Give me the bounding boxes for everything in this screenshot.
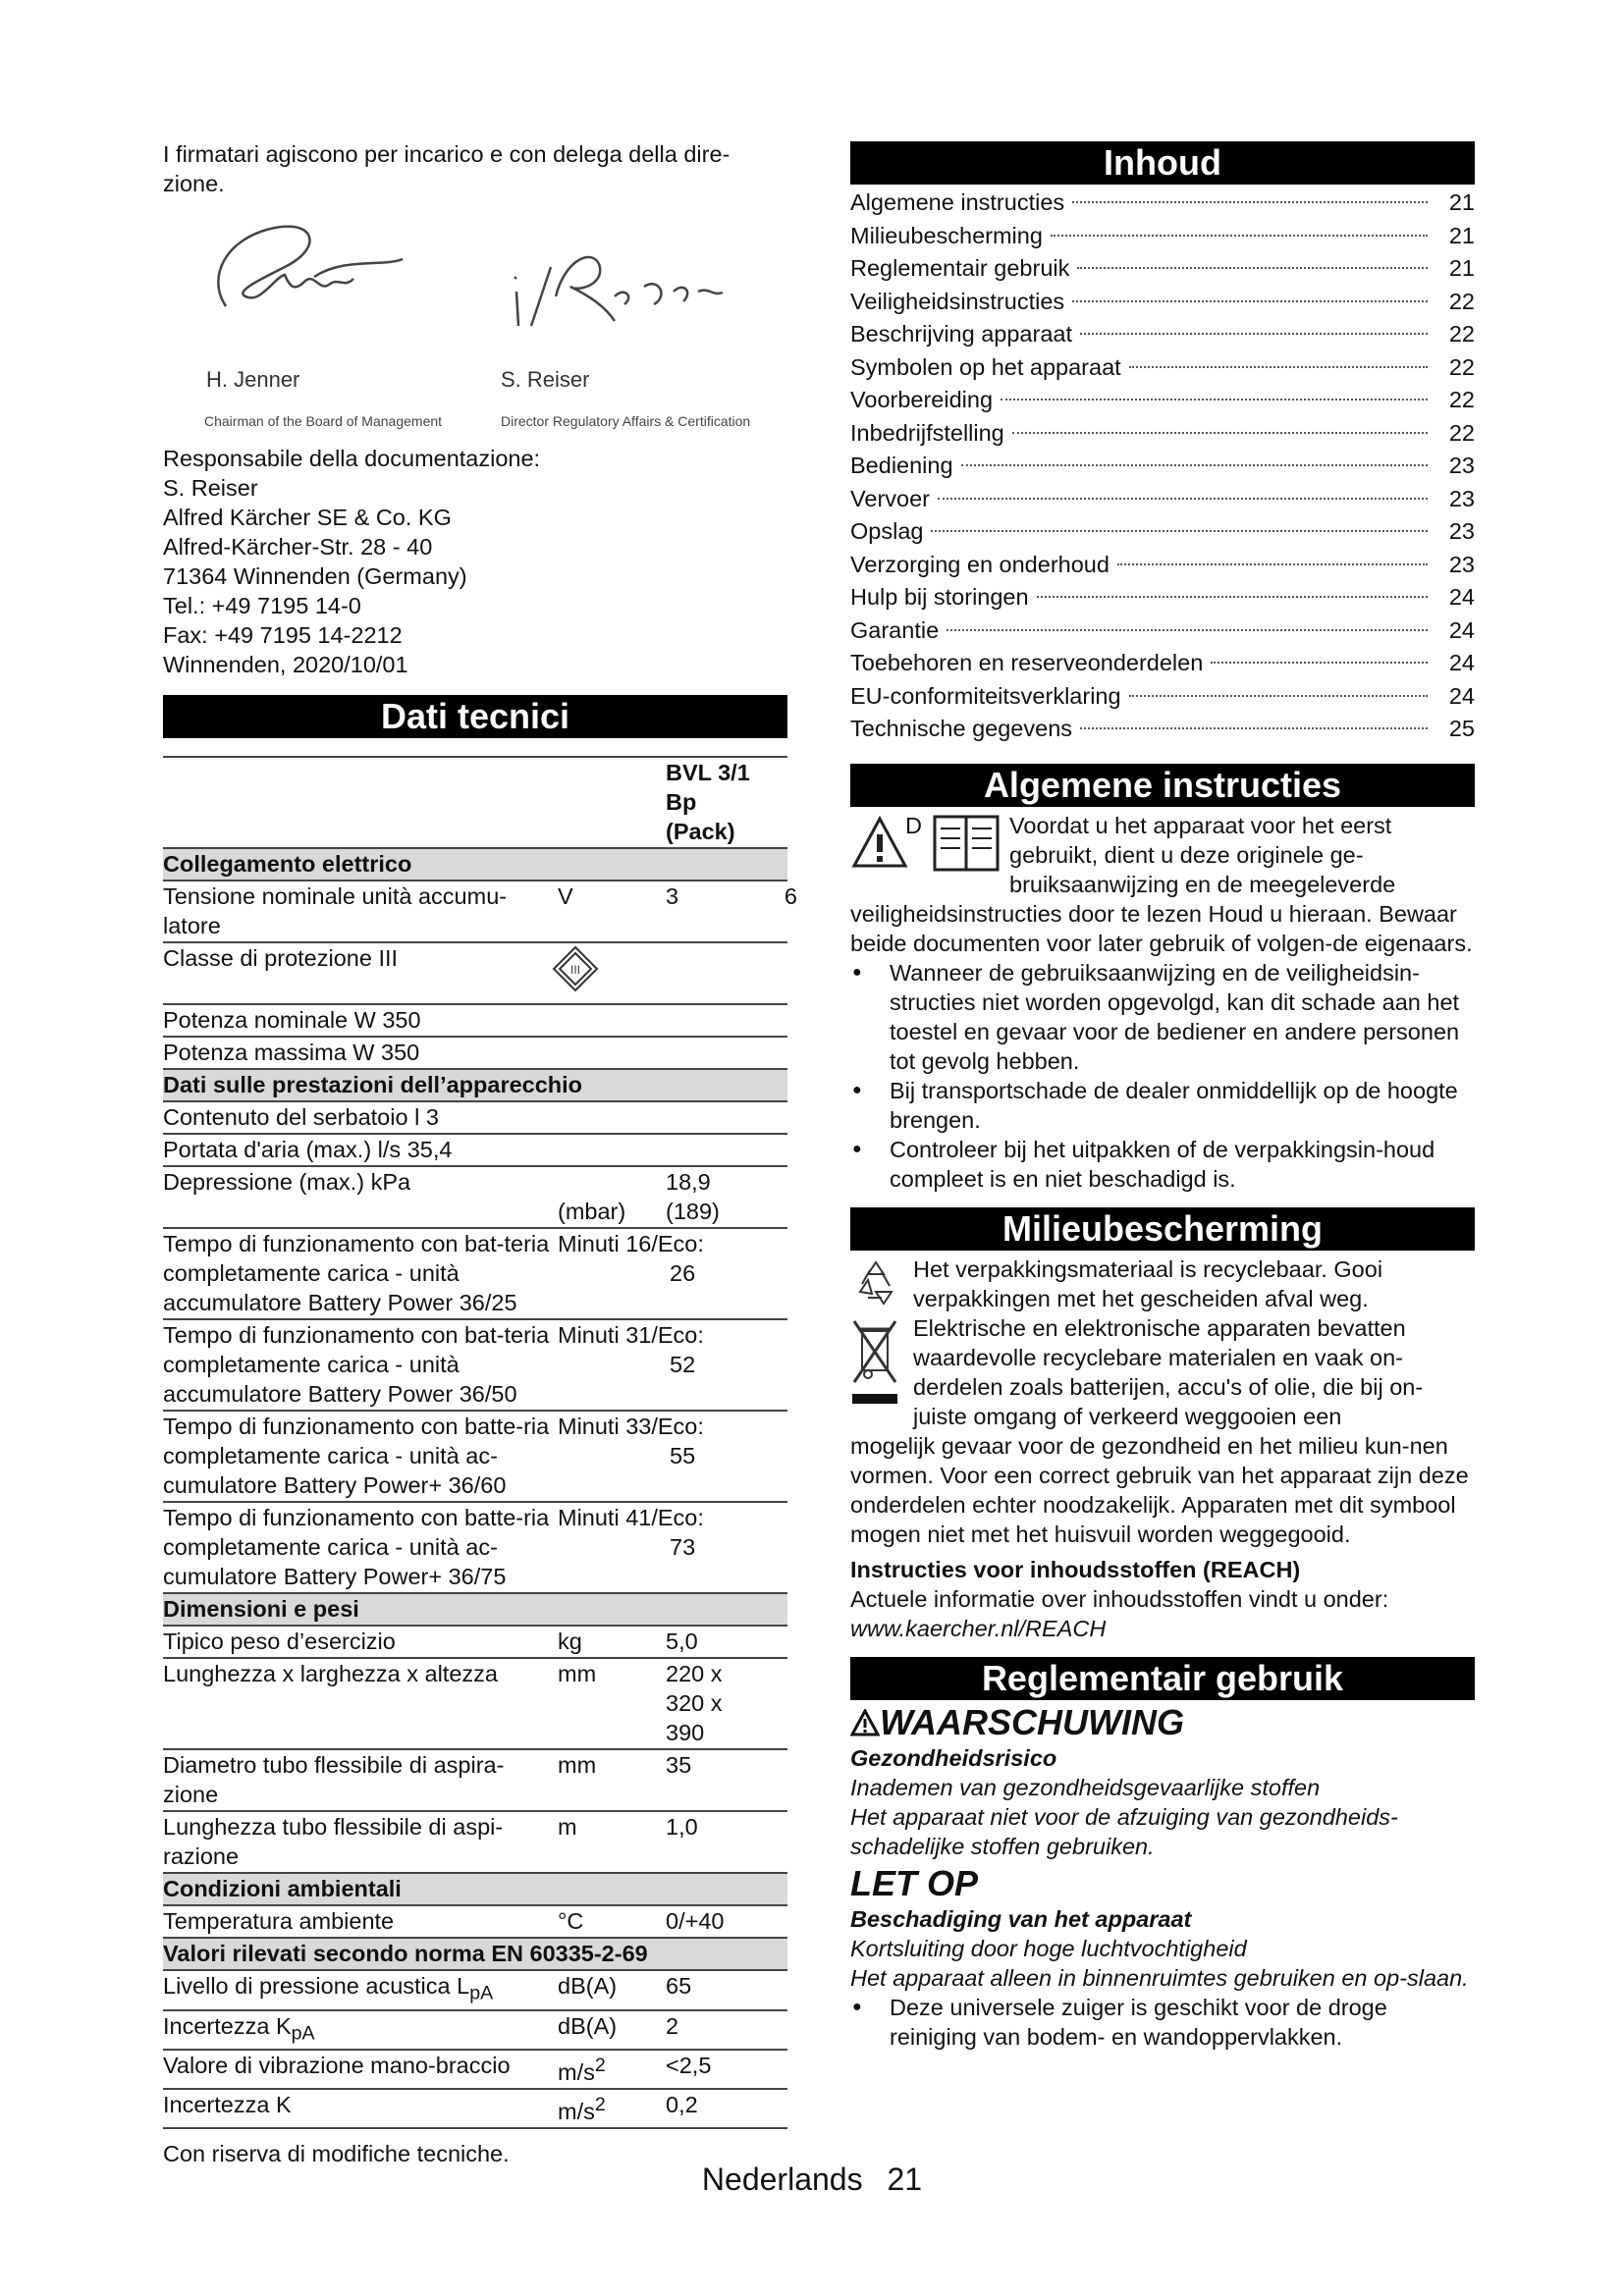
toc-leader-dots [938, 498, 1428, 500]
contact-line: Fax: +49 7195 14-2212 [163, 622, 403, 648]
toc-item-label: Inbedrijfstelling [850, 419, 1004, 446]
toc-item[interactable] [850, 450, 1475, 483]
toc-item[interactable] [850, 515, 1475, 549]
signer-name-reiser: S. Reiser [501, 367, 590, 392]
page-footer [0, 2160, 1624, 2199]
table-of-contents [850, 187, 1475, 746]
toc-item-label: Garantie [850, 616, 940, 643]
toc-item-label: Beschrijving apparaat [850, 321, 1072, 347]
reach-text: Actuele informatie over inhoudsstoffen vindt u onder: [850, 1585, 1389, 1612]
toc-item-page: 22 [1448, 353, 1475, 380]
toc-item-label: Toebehoren en reserveonderdelen [850, 650, 1204, 675]
toc-item-label: Milieubescherming [850, 222, 1043, 248]
toc-leader-dots [1211, 662, 1428, 664]
footer-language: Nederlands [701, 2162, 863, 2197]
toc-item-page: 24 [1448, 584, 1475, 610]
weee-paragraph: Elektrische en elektronische apparaten bevatten waardevolle recyclebare materialen en vaak on- derdelen zoals batterijen, accu's of olie, die bij on- juiste omgang of verkeerd weggooien een [850, 1313, 1475, 1431]
toc-leader-dots [1072, 201, 1428, 203]
contact-line: Winnenden, 2020/10/01 [163, 652, 408, 677]
list-item: ● Bij transportschade de dealer onmiddellijk op de hoogte brengen. [850, 1076, 1475, 1135]
list-item: ● Controleer bij het uitpakken of de verpakkingsin-houd compleet is en niet beschadigd is. [850, 1135, 1475, 1194]
table-row: Tipico peso d’esercizio kg 5,0 [163, 1626, 787, 1658]
general-line: gebruikt, dient u deze originele ge- [1009, 841, 1364, 868]
toc-item-page: 25 [1448, 716, 1475, 741]
table-row: Contenuto del serbatoio l 3 [163, 1101, 787, 1134]
signer-role-reiser: Director Regulatory Affairs & Certification [501, 413, 751, 429]
table-row: Temperatura ambiente °C 0/+40 [163, 1905, 787, 1938]
toc-item[interactable] [850, 220, 1475, 253]
intro-line-2: zione. [163, 171, 225, 196]
toc-leader-dots [947, 629, 1428, 631]
table-row: Incertezza K $m/s^2$ 0,2 [163, 2089, 787, 2128]
recycling-icon [852, 1258, 899, 1306]
toc-item-label: Voorbereiding [850, 387, 994, 412]
table-group-row: Dimensioni e pesi [163, 1593, 787, 1626]
contact-line: Alfred-Kärcher-Str. 28 - 40 [163, 534, 433, 560]
contact-line: Tel.: +49 7195 14-0 [163, 593, 361, 618]
toc-item-label: Bediening [850, 453, 953, 478]
table-row: Portata d'aria (max.) l/s 35,4 [163, 1134, 787, 1166]
toc-item[interactable] [850, 417, 1475, 451]
signer-role-jenner: Chairman of the Board of Management [204, 413, 443, 429]
caution-line: Kortsluiting door hoge luchtvochtigheid [850, 1935, 1247, 1961]
contact-line: Responsabile della documentazione: [163, 446, 541, 471]
table-row: Potenza nominale W 350 [163, 1004, 787, 1037]
toc-leader-dots [1129, 695, 1428, 697]
table-row: Valore di vibrazione mano-braccio $m/s^2$ <2,5 [163, 2050, 787, 2089]
toc-item-label: Symbolen op het apparaat [850, 353, 1121, 380]
toc-item-page: 24 [1448, 682, 1475, 709]
toc-item-label: Veiligheidsinstructies [850, 288, 1065, 314]
toc-leader-dots [1012, 432, 1428, 434]
toc-item[interactable] [850, 384, 1475, 417]
toc-leader-dots [1001, 399, 1428, 400]
toc-item[interactable] [850, 286, 1475, 319]
table-group-row: Valori rilevati secondo norma EN 60335-2-69 [163, 1938, 787, 1970]
table-row: Lunghezza x larghezza x altezza mm 220 x 320 x 390 [163, 1658, 787, 1749]
list-item: ● Deze universele zuiger is geschikt voor de droge reiniging van bodem- en wandoppervlakken. [850, 1993, 1475, 2052]
table-row: Incertezza $K_{pA}$ dB(A) 2 [163, 2010, 787, 2051]
svg-text:III: III [569, 963, 581, 977]
table-row: Livello di pressione acustica $L_{pA}$ dB(A) 65 [163, 1970, 787, 2010]
table-row: Tempo di funzionamento con bat-teria completamente carica - unità accumulatore Battery Power 36/50 Minuti 31/Eco: 52 [163, 1319, 787, 1411]
toc-item-label: Opslag [850, 518, 924, 544]
crossed-bin-icon [850, 1317, 899, 1415]
toc-leader-dots [1117, 563, 1428, 565]
general-instructions-intro [850, 811, 1475, 899]
contact-line: Alfred Kärcher SE & Co. KG [163, 505, 452, 530]
toc-item[interactable] [850, 581, 1475, 614]
general-line: Voordat u het apparaat voor het eerst [1009, 812, 1392, 838]
table-row: Classe di protezione III III [163, 942, 787, 1004]
toc-item-label: Reglementair gebruik [850, 255, 1070, 281]
toc-leader-dots [1037, 596, 1428, 598]
signatures [163, 198, 787, 429]
toc-item[interactable] [850, 713, 1475, 746]
usage-bullets [850, 1993, 1475, 2052]
toc-item-page: 23 [1448, 453, 1475, 478]
toc-item[interactable] [850, 252, 1475, 286]
tech-data-heading: Dati tecnici [163, 695, 787, 738]
table-row: Lunghezza tubo flessibile di aspi-razione m 1,0 [163, 1811, 787, 1873]
warning-triangle-icon [850, 1709, 880, 1736]
list-item: ● Wanneer de gebruiksaanwijzing en de veiligheidsin-structies niet worden opgevolgd, kan dit schade aan het toestel en gevaar voor de bediener en andere personen tot gevolg hebben. [850, 958, 1475, 1076]
signature-jenner-scribble-icon [167, 198, 422, 336]
toc-item-page: 21 [1448, 222, 1475, 248]
language-letter: D [905, 812, 922, 838]
warning-line: Inademen van gezondheidsgevaarlijke stoffen [850, 1774, 1321, 1800]
toc-item-page: 21 [1448, 255, 1475, 281]
toc-item-page: 22 [1448, 387, 1475, 412]
table-row: Tempo di funzionamento con bat-teria completamente carica - unità accumulatore Battery Power 36/25 Minuti 16/Eco: 26 [163, 1228, 787, 1319]
toc-item[interactable] [850, 647, 1475, 680]
toc-leader-dots [1077, 267, 1428, 269]
signature-reiser-scribble-icon [497, 198, 752, 336]
table-row: Diametro tubo flessibile di aspira-zione mm 35 [163, 1749, 787, 1811]
toc-item-page: 23 [1448, 485, 1475, 511]
left-column [163, 139, 797, 2168]
general-instructions-heading: Algemene instructies [850, 764, 1475, 807]
documentation-contact [163, 444, 787, 679]
general-bullets [850, 958, 1475, 1194]
toc-item-label: Hulp bij storingen [850, 584, 1029, 610]
toc-item-label: EU-conformiteitsverklaring [850, 682, 1121, 709]
toc-leader-dots [1072, 300, 1428, 302]
footnote: Con riserva di modifiche tecniche. [163, 2141, 510, 2167]
caution-line: Het apparaat alleen in binnenruimtes gebruiken en op-slaan. [850, 1964, 1469, 1991]
warning-line: Het apparaat niet voor de afzuiging van gezondheids-schadelijke stoffen gebruiken. [850, 1803, 1398, 1859]
page-number: 21 [887, 2162, 923, 2197]
toc-item-page: 21 [1448, 189, 1475, 215]
toc-item[interactable] [850, 549, 1475, 582]
contact-line: S. Reiser [163, 475, 258, 501]
toc-item[interactable] [850, 187, 1475, 220]
signature-reiser [497, 198, 752, 429]
toc-item-page: 22 [1448, 288, 1475, 314]
signature-jenner [167, 198, 443, 429]
intro-line-1: I firmatari agiscono per incarico e con delega della dire- [163, 141, 731, 167]
toc-heading: Inhoud [850, 141, 1475, 185]
warning-title: WAARSCHUWING [850, 1702, 1475, 1743]
table-row: Tensione nominale unità accumu-latore V 3 6 [163, 881, 787, 942]
usage-heading: Reglementair gebruik [850, 1657, 1475, 1700]
toc-leader-dots [931, 530, 1428, 532]
signer-name-jenner: H. Jenner [206, 367, 300, 392]
toc-leader-dots [1129, 366, 1428, 368]
model-header: BVL 3/1 Bp (Pack) [666, 757, 787, 848]
toc-item[interactable] [850, 351, 1475, 385]
table-group-row: Dati sulle prestazioni dell’apparecchio [163, 1069, 787, 1101]
table-group-row: Condizioni ambientali [163, 1873, 787, 1905]
manual-book-icon [931, 811, 1001, 874]
toc-item-page: 24 [1448, 616, 1475, 643]
table-row: Tempo di funzionamento con batte-ria completamente carica - unità ac-cumulatore Battery Power+ 36/60 Minuti 33/Eco: 55 [163, 1411, 787, 1502]
toc-leader-dots [961, 464, 1428, 466]
environment-heading: Milieubescherming [850, 1207, 1475, 1251]
caution-subtitle: Beschadiging van het apparaat [850, 1905, 1192, 1932]
warning-subtitle: Gezondheidsrisico [850, 1744, 1057, 1771]
toc-item-label: Vervoer [850, 485, 930, 511]
general-line: bruiksaanwijzing en de meegeleverde [1009, 871, 1396, 897]
caution-title: LET OP [850, 1862, 979, 1903]
toc-item[interactable] [850, 680, 1475, 714]
toc-leader-dots [1051, 235, 1428, 237]
recycling-paragraph: Het verpakkingsmateriaal is recyclebaar. Gooi verpakkingen met het gescheiden afval weg. [850, 1255, 1475, 1313]
contact-line: 71364 Winnenden (Germany) [163, 563, 467, 589]
toc-item-label: Algemene instructies [850, 189, 1065, 215]
table-row: Depressione (max.) kPa (mbar) 18,9 (189) [163, 1166, 787, 1228]
table-row [163, 757, 787, 848]
toc-item-page: 23 [1448, 518, 1475, 544]
toc-item-page: 24 [1448, 650, 1475, 675]
toc-item-label: Verzorging en onderhoud [850, 551, 1110, 577]
toc-item[interactable] [850, 318, 1475, 351]
toc-item-page: 22 [1448, 321, 1475, 347]
toc-leader-dots [1080, 727, 1428, 729]
reach-title: Instructies voor inhoudsstoffen (REACH) [850, 1556, 1301, 1582]
toc-item-label: Technische gegevens [850, 716, 1073, 741]
protection-class-iii-icon [552, 945, 599, 992]
tech-data-table [163, 756, 797, 2129]
right-column [850, 141, 1475, 2052]
toc-item-page: 22 [1448, 419, 1475, 446]
toc-item[interactable] [850, 614, 1475, 648]
table-group-row: Collegamento elettrico [163, 848, 787, 881]
reach-url[interactable]: www.kaercher.nl/REACH [850, 1615, 1107, 1641]
table-row: Tempo di funzionamento con batte-ria completamente carica - unità ac-cumulatore Battery Power+ 36/75 Minuti 41/Eco: 73 [163, 1502, 787, 1593]
toc-item[interactable] [850, 483, 1475, 516]
table-row: Potenza massima W 350 [163, 1037, 787, 1069]
toc-leader-dots [1080, 333, 1428, 335]
weee-text: mogelijk gevaar voor de gezondheid en het milieu kun-nen vormen. Voor een correct gebruik van het apparaat zijn deze onderdelen echter noodzakelijk. Apparaten met dit symbool mogen niet met het huisvuil worden weggegooid. [850, 1432, 1469, 1547]
general-text: veiligheidsinstructies door te lezen Houd u hieraan. Bewaar beide documenten voor later gebruik of volgen-de eigenaars. [850, 900, 1473, 956]
toc-item-page: 23 [1448, 551, 1475, 577]
warning-triangle-icon [850, 815, 909, 870]
